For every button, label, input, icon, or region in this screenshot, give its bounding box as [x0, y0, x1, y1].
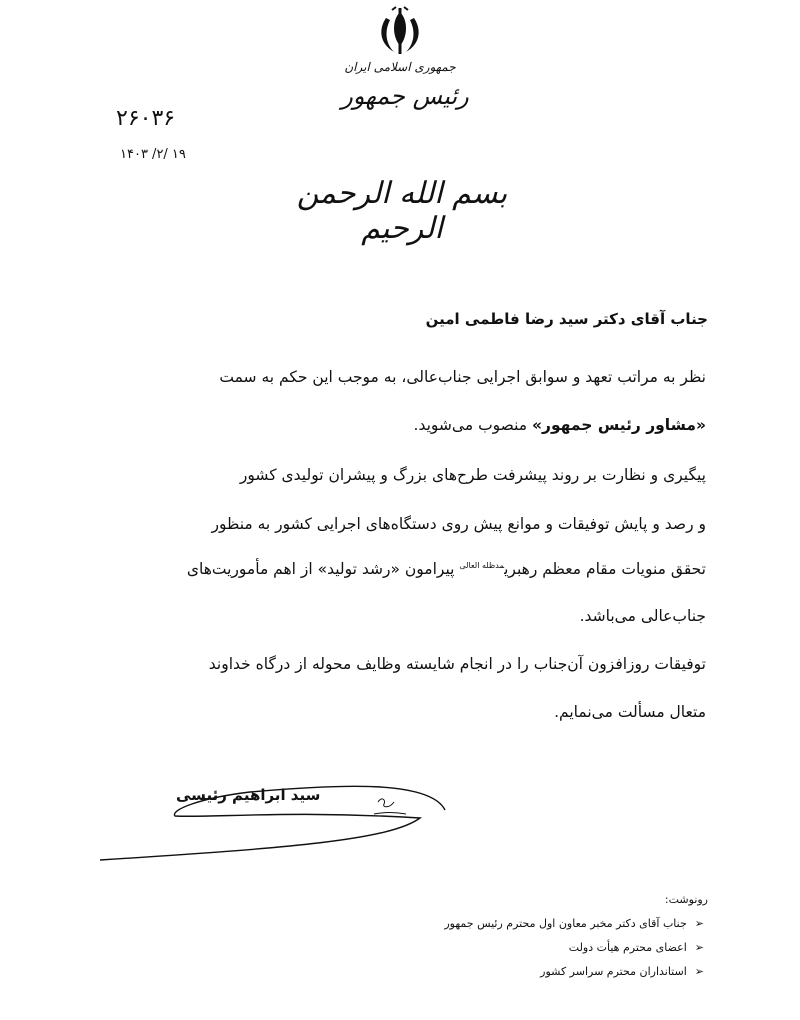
body-text: پیرامون «رشد تولید» از اهم مأموریت‌های [186, 560, 460, 578]
honorific: مدظله العالی [459, 560, 505, 570]
body-line: و رصد و پایش توفیقات و موانع پیش روی دستگاه‌های اجرایی کشور به منظور [211, 515, 706, 533]
addressee: جناب آقای دکتر سید رضا فاطمی امین [425, 310, 708, 328]
body-line: متعال مسألت می‌نمایم. [554, 703, 706, 721]
list-item [374, 912, 704, 936]
document-date: ۱۴۰۳ /۲/ ۱۹ [120, 147, 186, 162]
body-line: توفیقات روزافزون آن‌جناب را در انجام شایسته وظایف محوله از درگاه خداوند [208, 655, 706, 673]
basmala-calligraphy: بسم الله الرحمن الرحیم [296, 176, 508, 246]
appointment-title: «مشاور رئیس جمهور» [532, 416, 706, 434]
body-text: تحقق منویات مقام معظم رهبری [504, 560, 706, 578]
document-number: ۲۶۰۳۶ [116, 106, 176, 131]
body-line: جناب‌عالی می‌باشد. [579, 607, 706, 625]
arrow-bullet-icon: ➢ [694, 965, 704, 978]
body-line: پیگیری و نظارت بر روند پیشرفت طرح‌های بزرگ و پیشران تولیدی کشور [239, 466, 706, 484]
signer-name: سید ابراهیم رئیسی [176, 786, 321, 804]
cc-list [374, 912, 704, 984]
list-item [374, 936, 704, 960]
office-name: رئیس جمهور [341, 82, 469, 110]
arrow-bullet-icon: ➢ [694, 917, 704, 930]
body-line [96, 416, 706, 434]
body-line: نظر به مراتب تعهد و سوابق اجرایی جناب‌عالی، به موجب این حکم به سمت [219, 368, 706, 386]
iran-emblem-icon [372, 6, 428, 58]
list-item [374, 960, 704, 984]
body-text: منصوب می‌شوید. [413, 416, 533, 434]
body-line [96, 560, 706, 578]
cc-title: رونوشت: [664, 893, 708, 906]
cc-recipient: استانداران محترم سراسر کشور [540, 965, 687, 978]
government-name: جمهوری اسلامی ایران [344, 60, 456, 74]
arrow-bullet-icon: ➢ [694, 941, 704, 954]
cc-recipient: جناب آقای دکتر مخبر معاون اول محترم رئیس جمهور [444, 917, 687, 930]
signature-stroke [90, 770, 450, 870]
cc-recipient: اعضای محترم هیأت دولت [568, 941, 687, 954]
